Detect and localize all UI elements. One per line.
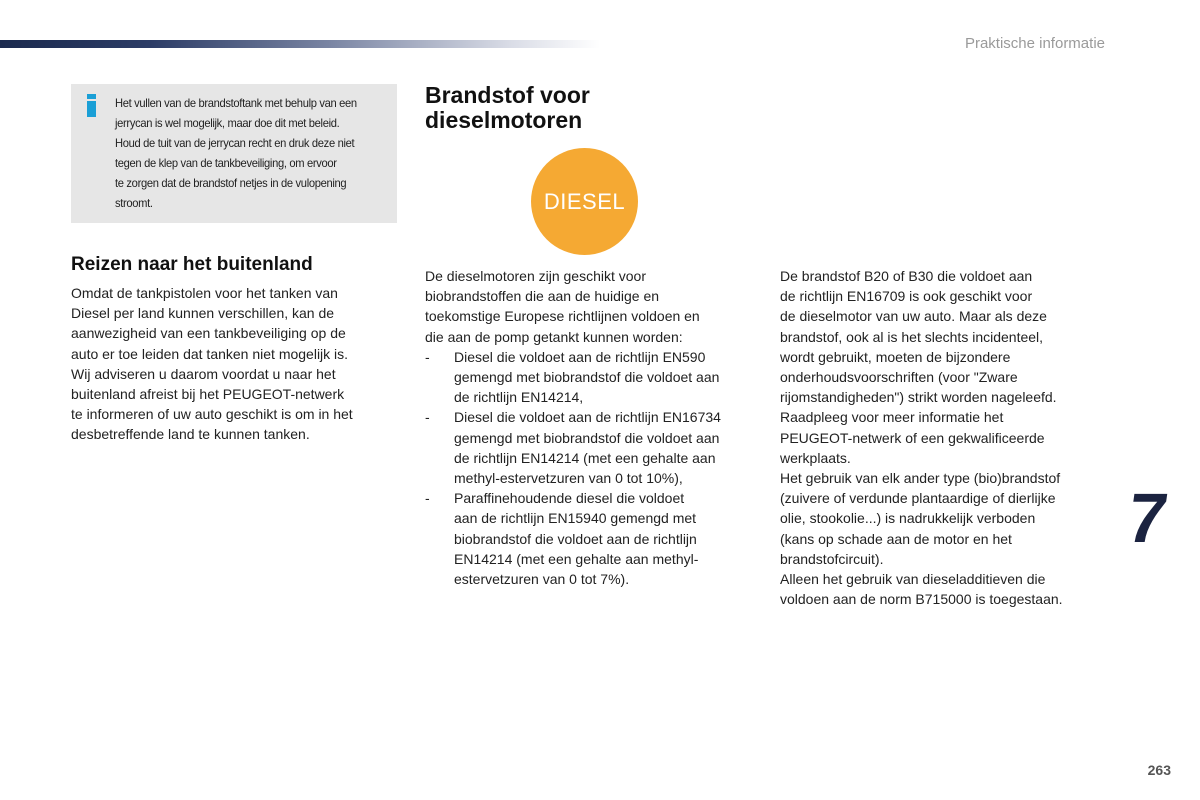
text-line: voldoen aan de norm B715000 is toegestaan.: [780, 591, 1063, 608]
text-line: olie, stookolie...) is nadrukkelijk verboden: [780, 510, 1036, 527]
chapter-number: 7: [1122, 479, 1173, 557]
text-line: Het gebruik van elk ander type (bio)brandstof: [780, 470, 1061, 487]
diesel-intro-column: [425, 266, 755, 589]
diesel-heading-line: Brandstof voor: [425, 82, 590, 108]
text-line: biobrandstoffen die aan de huidige en: [425, 288, 660, 305]
text-line: te informeren of uw auto geschikt is om in het: [71, 406, 353, 423]
text-line: Diesel die voldoet aan de richtlijn EN590: [454, 348, 706, 365]
text-line: de richtlijn EN16709 is ook geschikt voor: [780, 288, 1033, 305]
header-decorative-bar: [0, 40, 600, 48]
text-line: desbetreffende land te kunnen tanken.: [71, 426, 310, 443]
info-line: te zorgen dat de brandstof netjes in de vulopening: [115, 176, 347, 190]
text-line: Alleen het gebruik van dieseladditieven die: [780, 571, 1046, 588]
text-line: rijomstandigheden") strikt worden nageleefd.: [780, 389, 1057, 406]
text-line: biobrandstof die voldoet aan de richtlijn: [454, 530, 697, 547]
text-line: Omdat de tankpistolen voor het tanken van: [71, 285, 338, 301]
info-box: [71, 84, 397, 223]
list-item: [425, 407, 755, 488]
list-item: [425, 347, 755, 408]
text-line: gemengd met biobrandstof die voldoet aan: [454, 369, 720, 386]
text-line: (kans op schade aan de motor en het: [780, 530, 1012, 547]
diesel-badge: [531, 148, 638, 255]
text-line: buitenland afreist bij het PEUGEOT-netwerk: [71, 386, 345, 403]
page-number: 263: [1147, 762, 1171, 778]
text-line: de richtlijn EN14214,: [454, 389, 584, 406]
text-line: onderhoudsvoorschriften (voor "Zware: [780, 369, 1018, 386]
text-line: aanwezigheid van een tankbeveiliging op de: [71, 325, 346, 342]
diesel-heading: [425, 83, 685, 133]
text-line: werkplaats.: [780, 449, 851, 466]
text-line: methyl-estervetzuren van 0 tot 10%),: [454, 470, 683, 487]
list-dash: -: [425, 409, 430, 426]
section-title: Praktische informatie: [964, 35, 1105, 52]
text-line: de dieselmotor van uw auto. Maar als deze: [780, 308, 1047, 325]
text-line: estervetzuren van 0 tot 7%).: [454, 571, 630, 588]
text-line: aan de richtlijn EN15940 gemengd met: [454, 510, 697, 527]
travel-paragraph: [71, 283, 391, 445]
info-line: stroomt.: [115, 196, 153, 210]
text-line: auto er toe leiden dat tanken niet mogelijk is.: [71, 345, 349, 362]
text-line: de richtlijn EN14214 (met een gehalte aan: [454, 449, 716, 466]
diesel-intro: [425, 266, 755, 347]
info-line: tegen de klep van de tankbeveiliging, om ervoor: [115, 156, 337, 170]
text-line: gemengd met biobrandstof die voldoet aan: [454, 429, 720, 446]
info-line: Het vullen van de brandstoftank met behulp van een: [115, 96, 357, 110]
text-line: Diesel per land kunnen verschillen, kan de: [71, 305, 335, 322]
diesel-heading-line: dieselmotoren: [425, 107, 583, 133]
list-dash: -: [425, 348, 430, 365]
text-line: brandstof, ook al is het slechts incidenteel,: [780, 328, 1044, 345]
text-line: brandstofcircuit).: [780, 550, 884, 567]
text-line: Paraffinehoudende diesel die voldoet: [454, 490, 685, 507]
text-line: Diesel die voldoet aan de richtlijn EN16734: [454, 409, 721, 426]
text-line: Wij adviseren u daarom voordat u naar het: [71, 365, 336, 382]
diesel-right-column: [780, 266, 1100, 609]
info-box-text: [115, 93, 374, 213]
text-line: (zuivere of verdunde plantaardige of dierlijke: [780, 490, 1056, 507]
text-line: die aan de pomp getankt kunnen worden:: [425, 328, 683, 345]
travel-heading: Reizen naar het buitenland: [71, 254, 313, 275]
text-line: Raadpleeg voor meer informatie het: [780, 409, 1004, 426]
text-line: De brandstof B20 of B30 die voldoet aan: [780, 268, 1033, 284]
info-line: Houd de tuit van de jerrycan recht en druk deze niet: [115, 136, 355, 150]
list-item: [425, 488, 755, 589]
info-line: jerrycan is wel mogelijk, maar doe dit met beleid.: [115, 116, 340, 130]
info-icon: [85, 94, 97, 118]
text-line: EN14214 (met een gehalte aan methyl-: [454, 550, 699, 567]
list-dash: -: [425, 490, 430, 507]
text-line: PEUGEOT-netwerk of een gekwalificeerde: [780, 429, 1045, 446]
text-line: De dieselmotoren zijn geschikt voor: [425, 268, 646, 284]
text-line: toekomstige Europese richtlijnen voldoen en: [425, 308, 700, 325]
diesel-badge-label: DIESEL: [543, 188, 626, 214]
fuel-list: [425, 347, 755, 589]
text-line: wordt gebruikt, moeten de bijzondere: [780, 348, 1011, 365]
